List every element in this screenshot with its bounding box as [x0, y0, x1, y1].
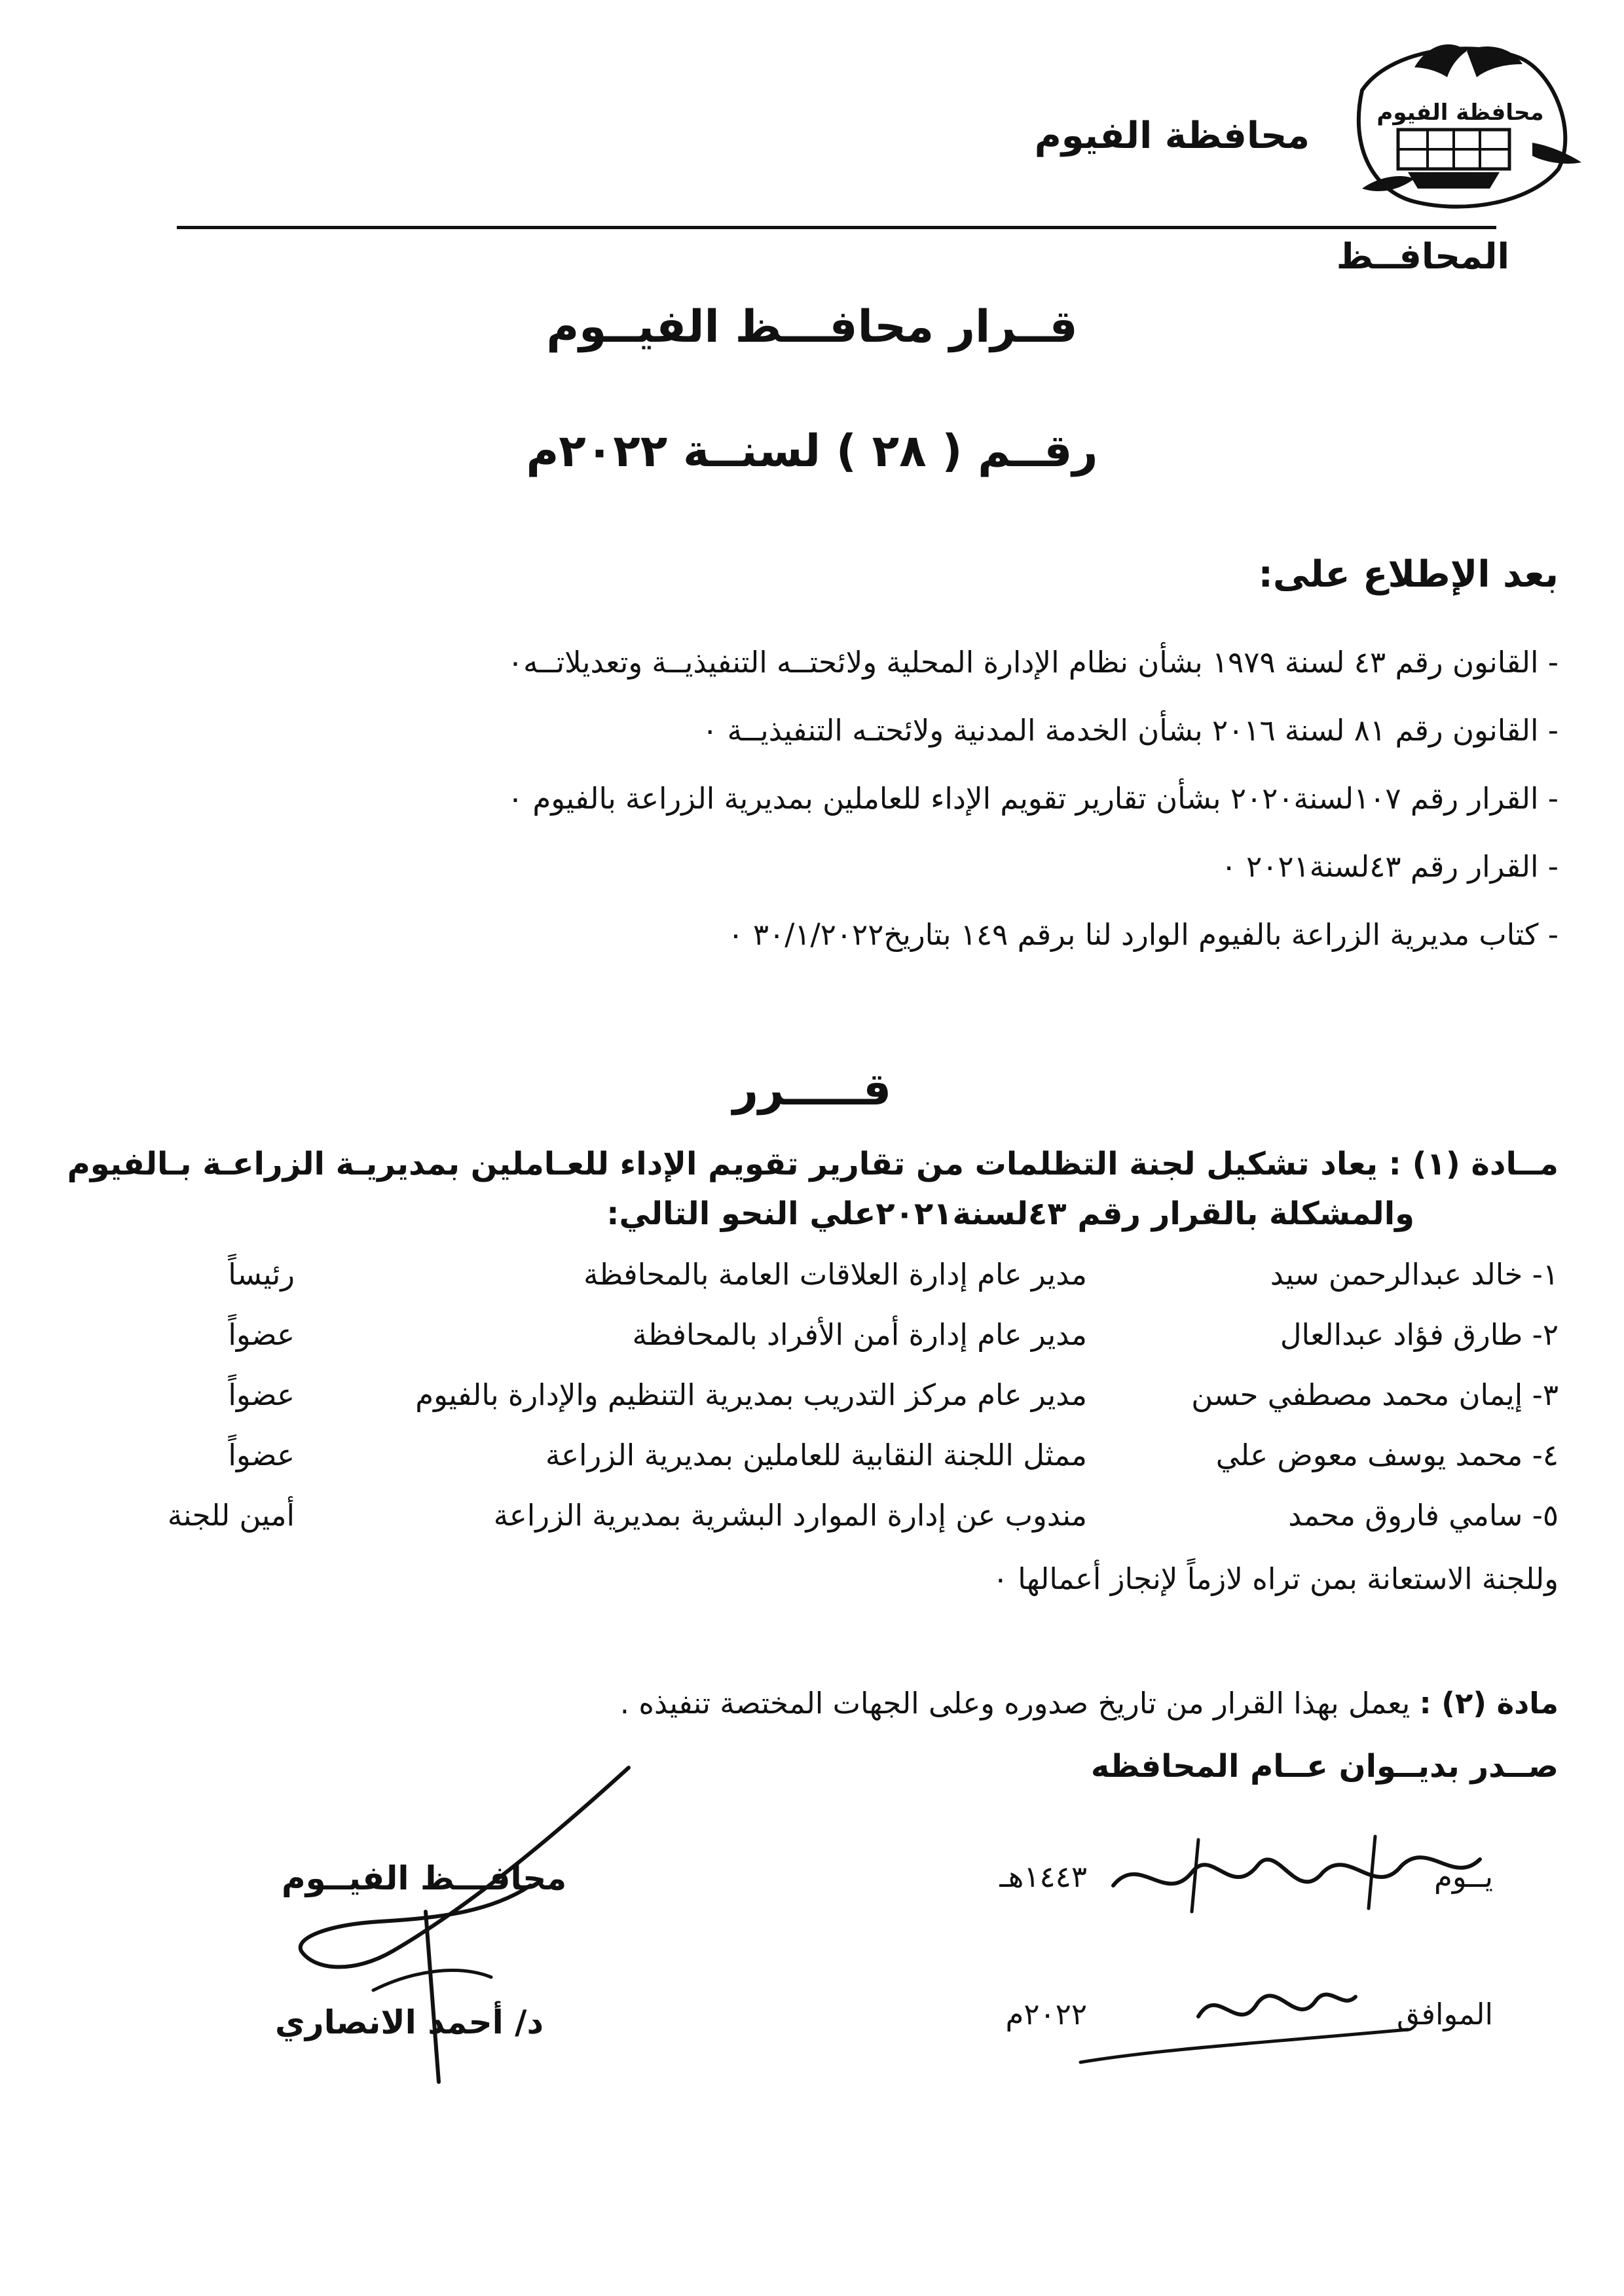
article-1-text: مــادة (١) : يعاد تشكيل لجنة التظلمات من تقارير تقويم الإداء للعـاملين بمديريـة الزراعـة بـالفيوم	[67, 1146, 1559, 1182]
article-2	[620, 1686, 1559, 1721]
member-title: مدير عام إدارة العلاقات العامة بالمحافظة	[583, 1257, 1087, 1292]
article-2-text: يعمل بهذا القرار من تاريخ صدوره وعلى الجهات المختصة تنفيذه .	[619, 1686, 1411, 1721]
member-row	[52, 1498, 1559, 1558]
member-title: مدير عام إدارة أمن الأفراد بالمحافظة	[632, 1317, 1087, 1352]
member-name: ٢- طارق فؤاد عبدالعال	[1280, 1317, 1559, 1352]
members-note: وللجنة الاستعانة بمن تراه لازماً لإنجاز أعمالها ٠	[992, 1561, 1559, 1596]
member-name: ٣- إيمان محمد مصطفي حسن	[1191, 1377, 1559, 1412]
preamble-list	[65, 629, 1559, 969]
handwritten-hijri-date	[1100, 1827, 1493, 1925]
member-role: عضواً	[228, 1317, 295, 1352]
preamble-item: - القرار رقم ١٠٧لسنة٢٠٢٠ بشأن تقارير تقويم الإداء للعاملين بمديرية الزراعة بالفيوم ٠	[507, 781, 1559, 816]
article-1	[52, 1139, 1559, 1239]
member-role: عضواً	[228, 1438, 295, 1472]
member-name: ١- خالد عبدالرحمن سيد	[1270, 1257, 1559, 1292]
governor-signature	[275, 1755, 642, 2095]
member-role: رئيساً	[228, 1257, 295, 1292]
decision-title: قــرار محافـــظ الفيــوم	[546, 301, 1078, 353]
preamble-item: - كتاب مديرية الزراعة بالفيوم الوارد لنا برقم ١٤٩ بتاريخ٣٠/١/٢٠٢٢ ٠	[728, 917, 1559, 952]
hijri-date-year: ١٤٤٣هـ	[999, 1859, 1087, 1894]
office-label: المحافــظ	[1336, 236, 1509, 277]
governorate-emblem-logo	[1336, 31, 1585, 221]
committee-members	[52, 1257, 1559, 1558]
preamble-heading: بعد الإطلاع على:	[1258, 553, 1559, 596]
preamble-item: - القرار رقم ٤٣لسنة٢٠٢١ ٠	[1221, 849, 1559, 884]
member-row	[52, 1257, 1559, 1317]
member-name: ٤- محمد يوسف معوض علي	[1215, 1438, 1559, 1472]
hijri-date-prefix: يــوم	[1434, 1859, 1493, 1894]
header-divider	[177, 226, 1496, 229]
signatory-name: د/ أحمد الانصاري	[275, 2003, 544, 2041]
decree-heading: قـــــرر	[732, 1064, 892, 1116]
member-row	[52, 1317, 1559, 1377]
gregorian-date-year: ٢٠٢٢م	[1005, 1997, 1087, 2032]
preamble-item: - القانون رقم ٤٣ لسنة ١٩٧٩ بشأن نظام الإدارة المحلية ولائحتــه التنفيذيــة وتعديلاتــه٠	[507, 645, 1559, 680]
member-row	[52, 1377, 1559, 1438]
handwritten-gregorian-date	[1067, 1964, 1434, 2075]
member-title: ممثل اللجنة النقابية للعاملين بمديرية الزراعة	[545, 1438, 1087, 1472]
member-role: عضواً	[228, 1377, 295, 1412]
issued-at: صــدر بديــوان عــام المحافظه	[1090, 1748, 1559, 1785]
article-1-continuation: والمشكلة بالقرار رقم ٤٣لسنة٢٠٢١علي النحو التالي:	[606, 1195, 1414, 1232]
article-2-label: مادة (٢) :	[1419, 1686, 1559, 1721]
member-title: مدير عام مركز التدريب بمديرية التنظيم والإدارة بالفيوم	[415, 1377, 1087, 1412]
member-row	[52, 1438, 1559, 1498]
gregorian-date-prefix: الموافق	[1396, 1997, 1493, 2032]
member-title: مندوب عن إدارة الموارد البشرية بمديرية الزراعة	[493, 1498, 1087, 1533]
governorate-name: محافظة الفيوم	[1034, 115, 1310, 157]
decision-number: رقــم ( ٢٨ ) لسنــة ٢٠٢٢م	[526, 426, 1098, 477]
emblem-text: محافظة الفيوم	[1376, 100, 1544, 126]
preamble-item: - القانون رقم ٨١ لسنة ٢٠١٦ بشأن الخدمة المدنية ولائحتـه التنفيذيــة ٠	[702, 713, 1559, 748]
member-name: ٥- سامي فاروق محمد	[1288, 1498, 1559, 1533]
signatory-title: محافـــظ الفيــوم	[282, 1859, 567, 1897]
member-role: أمين للجنة	[167, 1498, 295, 1533]
